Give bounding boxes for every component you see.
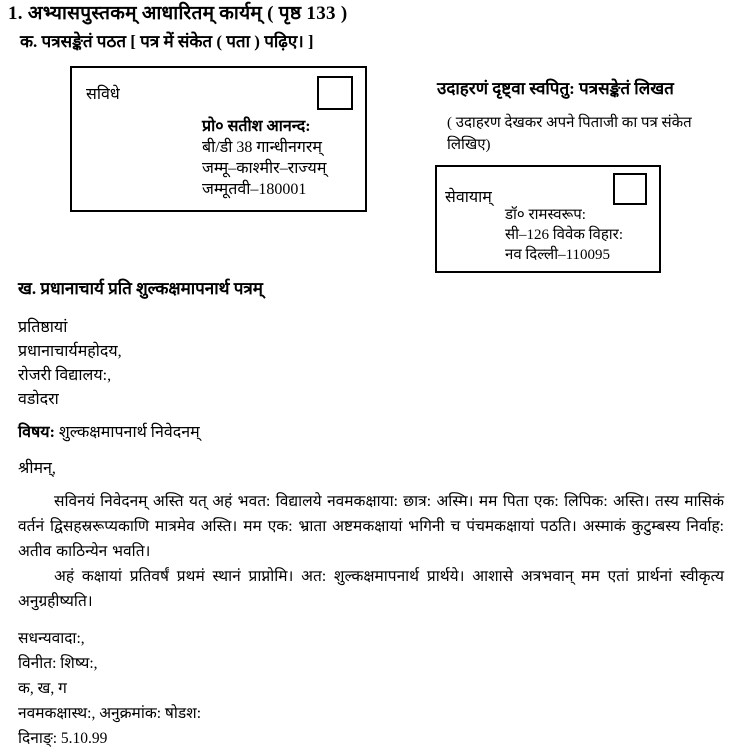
address-line-city-pin: जम्मूतवी–180001 bbox=[202, 181, 307, 198]
stamp-placeholder-box bbox=[613, 173, 647, 205]
subject-text: शुल्कक्षमापनार्थ निवेदनम् bbox=[58, 424, 200, 441]
address-line-street: बी/डी 38 गान्धीनगरम् bbox=[202, 139, 322, 156]
letter-paragraph-2: अहं कक्षायां प्रतिवर्षं प्रथमं स्थानं प्राप्नोमि। अत: शुल्कक्षमापनार्थ प्रार्थये। आशासे अत्रभवान् मम एतां प्रार्थनां स्वीकृत्य अनुग्रहीष्यति। bbox=[18, 568, 724, 610]
closing-signature-name: क, ख, ग bbox=[18, 680, 67, 697]
address-line-city-pin: नव दिल्ली–110095 bbox=[505, 247, 611, 263]
recipient-line: प्रतिष्ठायां bbox=[18, 319, 68, 336]
envelope-salutation-label: सविधे bbox=[86, 86, 120, 103]
letter-subject bbox=[18, 425, 200, 441]
envelope-answer bbox=[435, 165, 661, 273]
closing-class-rollno: नवमकक्षास्थ:, अनुक्रमांक: षोडश: bbox=[18, 705, 202, 722]
example-heading: उदाहरणं दृष्ट्वा स्वपितु: पत्रसङ्केतं लिखत bbox=[437, 79, 674, 98]
address-line-name: प्रो० सतीश आनन्द: bbox=[202, 118, 311, 135]
exercise-title: 1. अभ्यासपुस्तकम् आधारितम् कार्यम् ( पृष्ठ 133 ) bbox=[8, 3, 348, 24]
address-line-name: डॉ० रामस्वरूप: bbox=[505, 207, 586, 223]
letter-recipient-block bbox=[18, 316, 122, 412]
closing-thanks: सधन्यवादा:, bbox=[18, 630, 85, 647]
address-line-state: जम्मू–काश्मीर–राज्यम् bbox=[202, 160, 327, 177]
address-line-street: सी–126 विवेक विहार: bbox=[505, 227, 623, 243]
closing-date: दिनाङ्: 5.10.99 bbox=[18, 730, 108, 747]
subject-label: विषय: bbox=[18, 424, 55, 441]
example-note: ( उदाहरण देखकर अपने पिताजी का पत्र संकेत लिखिए) bbox=[447, 115, 692, 153]
recipient-line: प्रधानाचार्यमहोदय, bbox=[18, 343, 122, 360]
letter-paragraph-1: सविनयं निवेदनम् अस्ति यत् अहं भवत: विद्यालये नवमकक्षाया: छात्र: अस्मि। मम पिता एक: लिपिक: अस्ति। तस्य मासिकं वर्तनं द्विसहस्ररूप्यकाणि मात्रमेव अस्ति। मम एक: भ्राता अष्टमकक्षायां भगिनी च पंचमकक्षायां पठति। अस्माकं कुटुम्बस्य निर्वाह: अतीव काठिन्येन भवति। bbox=[18, 493, 724, 560]
recipient-line: वडोदरा bbox=[18, 391, 59, 408]
letter-salutation: श्रीमन्, bbox=[18, 460, 56, 477]
envelope-address-block bbox=[202, 116, 326, 200]
envelope-address-block bbox=[505, 205, 623, 265]
envelope-example bbox=[70, 66, 367, 212]
recipient-line: रोजरी विद्यालय:, bbox=[18, 367, 112, 384]
part-b-title: ख. प्रधानाचार्य प्रति शुल्कक्षमापनार्थ पत्रम् bbox=[18, 279, 263, 298]
part-a-instruction: क. पत्रसङ्केतं पठत [ पत्र में संकेत ( पता ) पढ़िए। ] bbox=[20, 32, 314, 51]
closing-signoff: विनीत: शिष्य:, bbox=[18, 655, 98, 672]
letter-closing-block bbox=[18, 626, 201, 751]
stamp-placeholder-box bbox=[317, 76, 353, 110]
envelope-salutation-label: सेवायाम् bbox=[445, 189, 492, 206]
